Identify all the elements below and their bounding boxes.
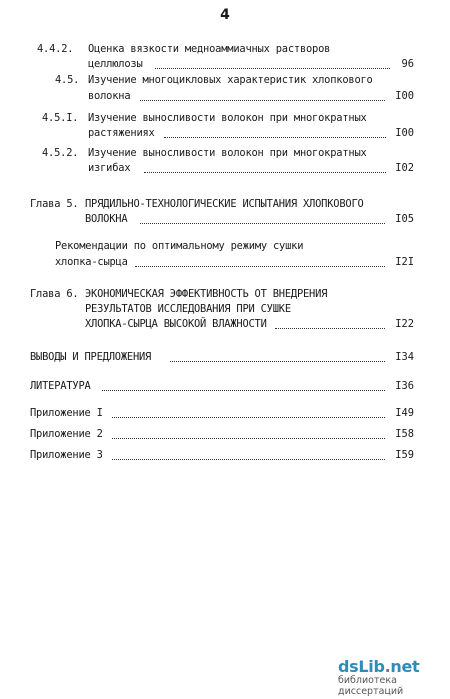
dot-leader — [164, 137, 386, 138]
dot-leader — [135, 266, 385, 267]
watermark-subtitle: библиотека диссертаций — [338, 675, 404, 697]
toc-entry-page: 96 — [401, 58, 414, 70]
toc-entry-number: 4.5. — [55, 74, 80, 86]
toc-entry-title: ВЫВОДЫ И ПРЕДЛОЖЕНИЯ — [30, 351, 152, 363]
toc-entry-page: I22 — [395, 318, 414, 330]
toc-entry-page: I00 — [395, 127, 414, 139]
toc-entry-page: I36 — [395, 380, 414, 392]
dot-leader — [170, 361, 385, 362]
toc-entry-title-cont: волокна — [88, 90, 131, 102]
toc-entry-title: Изучение выносливости волокон при многократных — [88, 147, 367, 159]
watermark-brand-dot: . — [384, 657, 391, 676]
toc-entry-page: I59 — [395, 449, 414, 461]
toc-entry-title: Рекомендации по оптимальному режиму сушки — [55, 240, 304, 252]
toc-entry-title: Изучение выносливости волокон при многократных — [88, 112, 367, 124]
toc-entry-title: ПРЯДИЛЬНО-ТЕХНОЛОГИЧЕСКИЕ ИСПЫТАНИЯ ХЛОПКОВОГО — [85, 198, 364, 210]
toc-entry-page: I00 — [395, 90, 414, 102]
toc-entry-title-cont: хлопка-сырца — [55, 256, 128, 268]
toc-entry-title: Приложение 2 — [30, 428, 103, 440]
toc-entry-number: Глава 5. — [30, 198, 79, 210]
dot-leader — [144, 172, 386, 173]
toc-entry-page: I05 — [395, 213, 414, 225]
toc-entry-number: 4.5.I. — [42, 112, 79, 124]
toc-entry-title-cont: ВОЛОКНА — [85, 213, 128, 225]
toc-entry-page: I34 — [395, 351, 414, 363]
toc-entry-page: I02 — [395, 162, 414, 174]
toc-entry-title: Приложение 3 — [30, 449, 103, 461]
watermark-brand — [338, 657, 448, 676]
toc-entry-number: Глава 6. — [30, 288, 79, 300]
toc-entry-title-cont: ХЛОПКА-СЫРЦА ВЫСОКОЙ ВЛАЖНОСТИ — [85, 318, 267, 330]
toc-entry-number: 4.4.2. — [37, 43, 74, 55]
watermark-logo — [338, 657, 448, 697]
toc-entry-page: I2I — [395, 256, 414, 268]
toc-entry-title: Оценка вязкости медноаммиачных растворов — [88, 43, 331, 55]
dot-leader — [140, 100, 385, 101]
dot-leader — [155, 68, 390, 69]
watermark-brand-name: dsLib — [338, 657, 385, 676]
watermark-brand-tld: net — [390, 657, 420, 676]
dot-leader — [102, 390, 385, 391]
toc-entry-title: ЭКОНОМИЧЕСКАЯ ЭФФЕКТИВНОСТЬ ОТ ВНЕДРЕНИЯ — [85, 288, 328, 300]
page-number: 4 — [220, 7, 230, 23]
toc-entry-page: I49 — [395, 407, 414, 419]
toc-entry-title-cont: растяжениях — [88, 127, 155, 139]
dot-leader — [275, 328, 385, 329]
dot-leader — [140, 223, 385, 224]
toc-entry-title: Изучение многоцикловых характеристик хлопкового — [88, 74, 373, 86]
toc-entry-title: Приложение I — [30, 407, 103, 419]
toc-entry-title-cont: целлюлозы — [88, 58, 143, 70]
toc-entry-title: ЛИТЕРАТУРА — [30, 380, 91, 392]
dot-leader — [112, 438, 385, 439]
toc-entry-title-cont: РЕЗУЛЬТАТОВ ИССЛЕДОВАНИЯ ПРИ СУШКЕ — [85, 303, 291, 315]
toc-entry-title-cont: изгибах — [88, 162, 131, 174]
toc-entry-page: I58 — [395, 428, 414, 440]
dot-leader — [112, 459, 385, 460]
dot-leader — [112, 417, 385, 418]
toc-entry-number: 4.5.2. — [42, 147, 79, 159]
